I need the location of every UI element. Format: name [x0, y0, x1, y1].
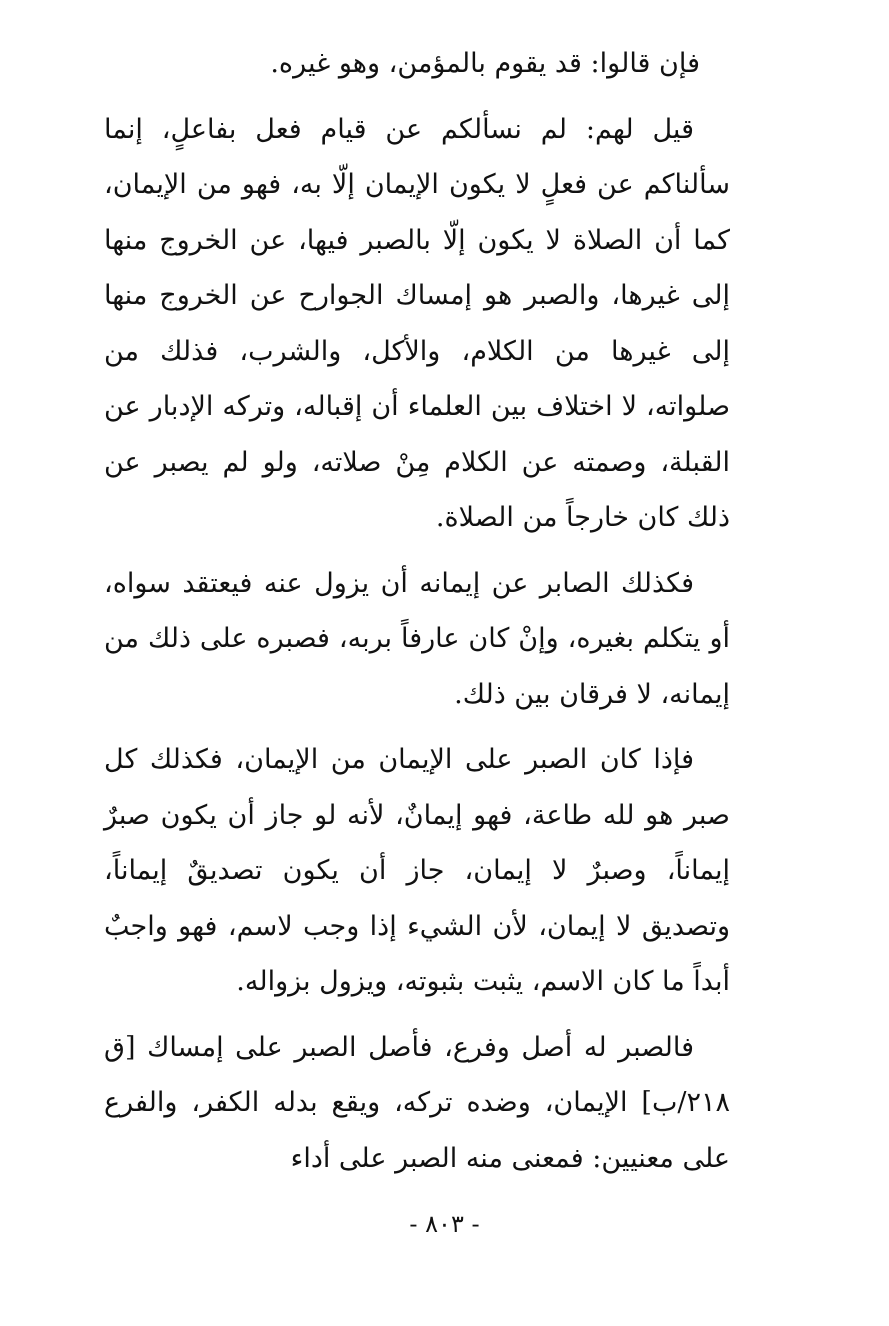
page-number: - ٨٠٣ - [409, 1210, 480, 1238]
paragraph-2: قيل لهم: لم نسألكم عن قيام فعل بفاعلٍ، إنما سألناكم عن فعلٍ لا يكون الإيمان إلّا به، فهو من الإيمان، كما أن الصلاة لا يكون إلّا بالصبر فيها، عن الخروج منها إلى غيرها، والصبر هو إمساك الجوارح عن الخروج منها إلى غيرها من الكلام، والأكل، والشرب، فذلك من صلواته، لا اختلاف بين العلماء أن إقباله، وتركه الإدبار عن القبلة، وصمته عن الكلام مِنْ صلاته، ولو لم يصبر عن ذلك كان خارجاً من الصلاة. [104, 113, 730, 533]
body-text [104, 36, 730, 1186]
paragraph-5: فالصبر له أصل وفرع، فأصل الصبر على إمساك [ق ٢١٨/ب] الإيمان، وضده تركه، ويقع بدله الكفر، والفرع على معنيين: فمعنى منه الصبر على أداء [104, 1031, 730, 1174]
paragraph-3: فكذلك الصابر عن إيمانه أن يزول عنه فيعتقد سواه، أو يتكلم بغيره، وإنْ كان عارفاً بربه، فصبره على ذلك من إيمانه، لا فرقان بين ذلك. [104, 567, 730, 710]
paragraph-1: فإن قالوا: قد يقوم بالمؤمن، وهو غيره. [270, 48, 700, 79]
paragraph-4: فإذا كان الصبر على الإيمان من الإيمان، فكذلك كل صبر هو لله طاعة، فهو إيمانٌ، لأنه لو جاز أن يكون صبرٌ إيماناً، وصبرٌ لا إيمان، جاز أن يكون تصديقٌ إيماناً، وتصديق لا إيمان، لأن الشيء إذا وجب لاسم، فهو واجبٌ أبداً ما كان الاسم، يثبت بثبوته، ويزول بزواله. [104, 744, 730, 997]
